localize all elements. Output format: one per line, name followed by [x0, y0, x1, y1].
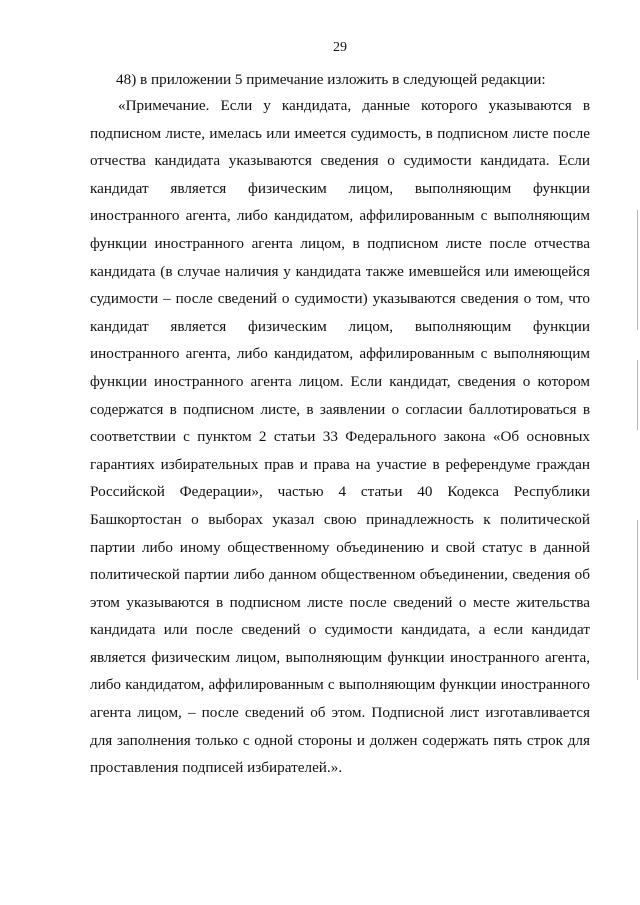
note-paragraph: «Примечание. Если у кандидата, данные которого указываются в подписном листе, имелась или имеется судимость, в подписном листе после отчества кандидата указываются сведения о судимости кандидата. Если кандидат является физическим лицом, выполняющим функции иностранного агента, либо кандидатом, аффилированным с выполняющим функции иностранного агента лицом, в подписном листе после отчества кандидата (в случае наличия у кандидата также имевшейся или имеющейся судимости – после сведений о судимости) указываются сведения о том, что кандидат является физическим лицом, выполняющим функции иностранного агента, либо кандидатом, аффилированным с выполняющим функции иностранного агента лицом. Если кандидат, сведения о котором содержатся в подписном листе, в заявлении о согласии баллотироваться в соответствии с пунктом 2 статьи 33 Федерального закона «Об основных гарантиях избирательных прав и права на участие в референдуме граждан Российской Федерации», частью 4 статьи 40 Кодекса Республики Башкортостан о выборах указал свою принадлежность к политической партии либо иному общественному объединению и свой статус в данной политической партии либо данном общественном объединении, сведения об этом указываются в подписном листе после сведений о месте жительства кандидата или после сведений о судимости кандидата, а если кандидат является физическим лицом, выполняющим функции иностранного агента, либо кандидатом, аффилированным с выполняющим функции иностранного агента лицом, – после сведений об этом. Подписной лист изготавливается для заполнения только с одной стороны и должен содержать пять строк для проставления подписей избирателей.».: [90, 97, 590, 777]
intro-paragraph: 48) в приложении 5 примечание изложить в следующей редакции:: [116, 71, 546, 88]
scan-edge-mark: [637, 210, 638, 330]
page-number: 29: [333, 40, 347, 55]
scan-edge-mark: [637, 360, 638, 430]
scan-edge-mark: [637, 520, 638, 680]
